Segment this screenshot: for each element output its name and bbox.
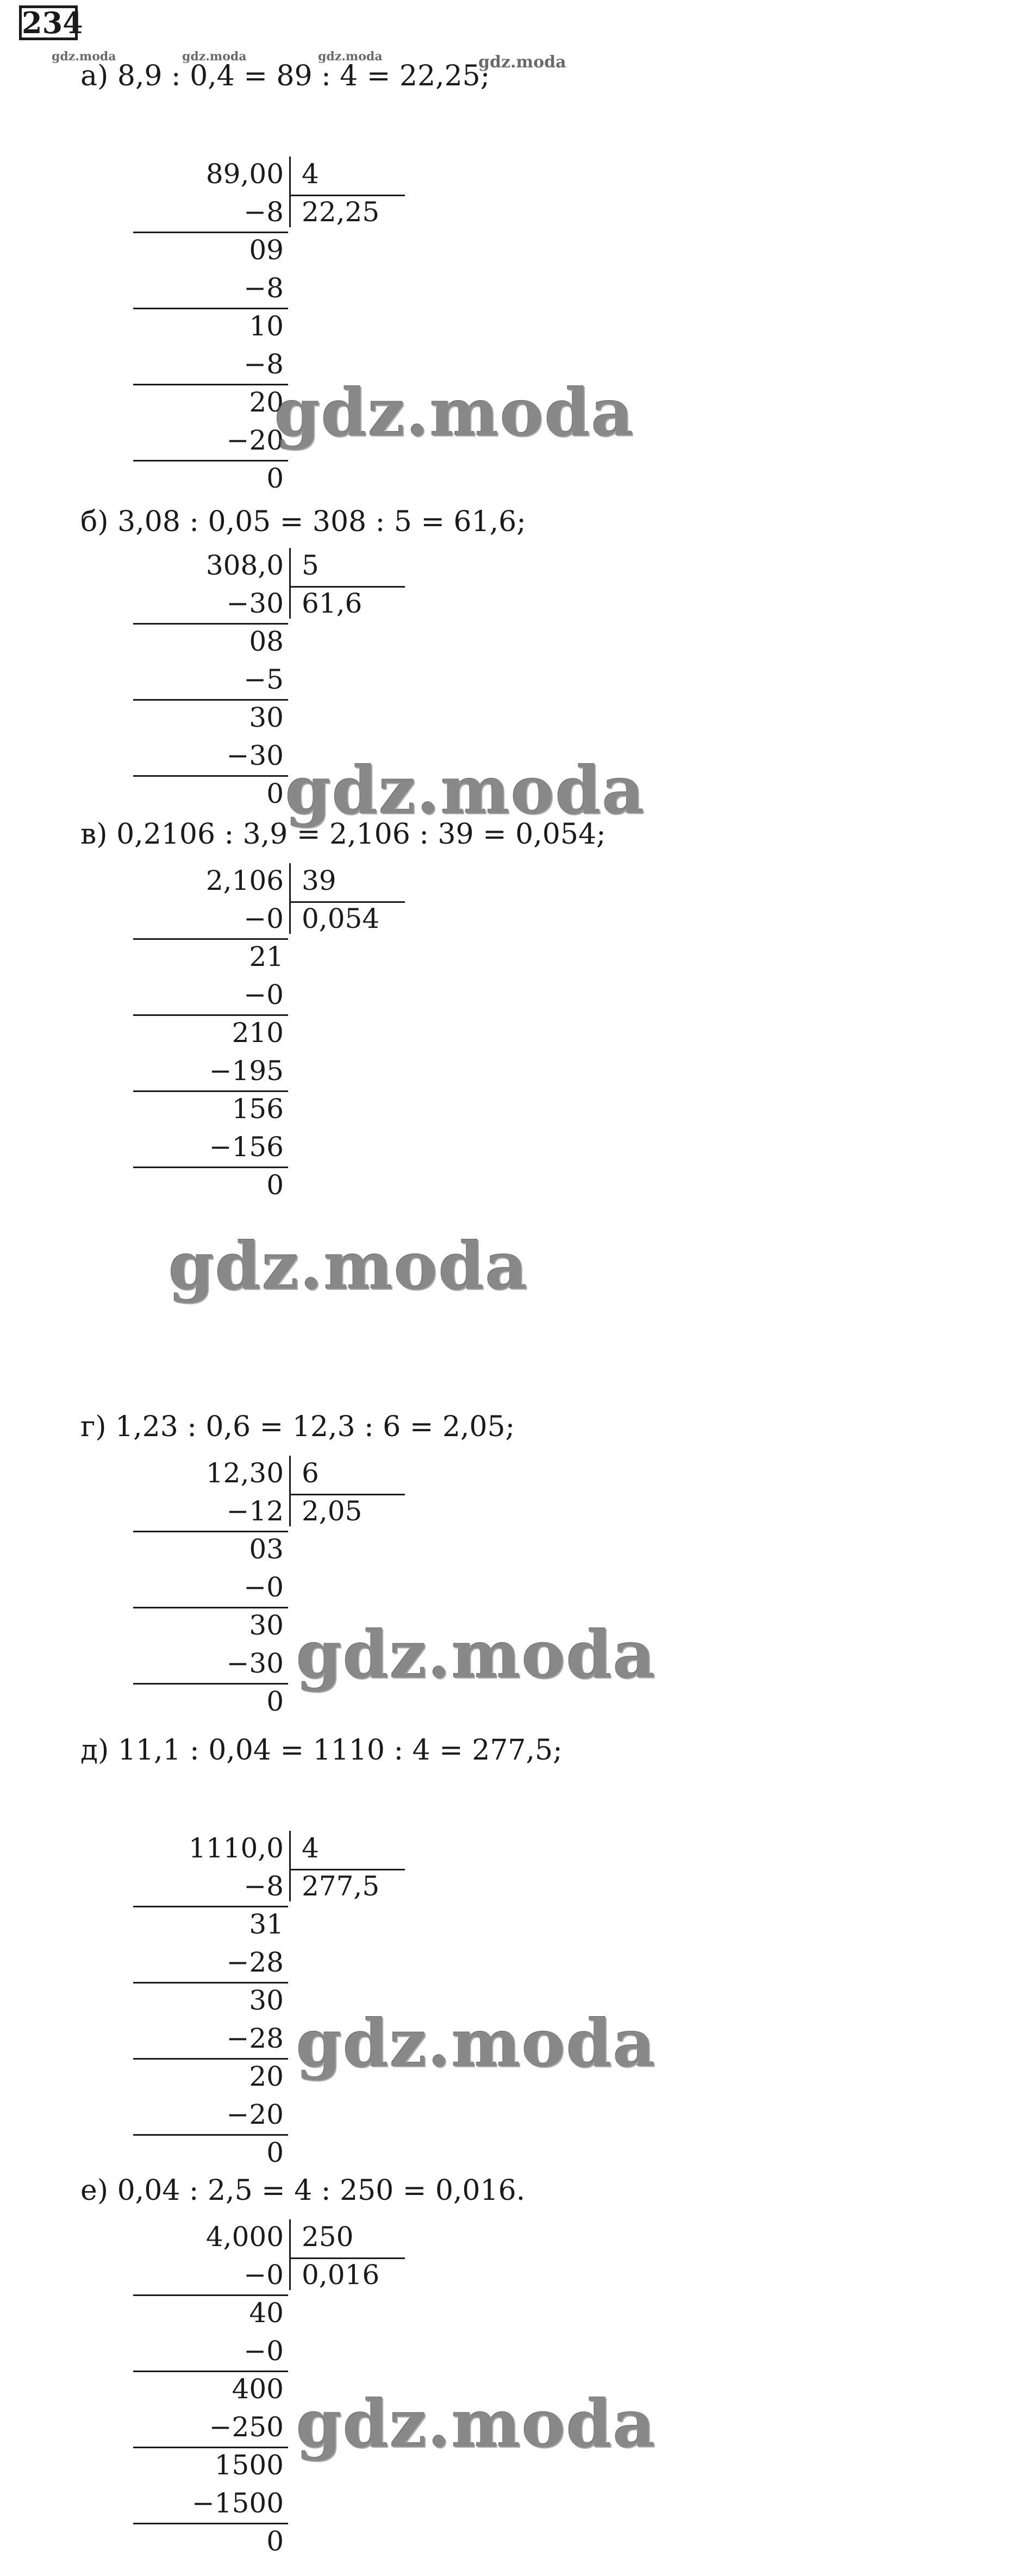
division-bar <box>289 157 291 227</box>
subtraction-underline <box>133 1607 288 1608</box>
subtraction-underline <box>133 1906 288 1907</box>
division-step: 0 <box>266 778 284 809</box>
division-step: −28 <box>226 2023 284 2054</box>
division-step: −30 <box>226 1648 284 1679</box>
quotient: 0,016 <box>302 2259 380 2291</box>
division-step: 210 <box>232 1017 284 1049</box>
problem-line: в) 0,2106 : 3,9 = 2,106 : 39 = 0,054; <box>80 818 606 851</box>
divisor-underline <box>289 1869 405 1870</box>
subtraction-underline <box>133 2447 288 2448</box>
division-step: −0 <box>244 2335 284 2367</box>
division-step: −0 <box>244 979 284 1011</box>
dividend: 89,00 <box>205 158 284 190</box>
problem-line: а) 8,9 : 0,4 = 89 : 4 = 22,25; <box>80 60 490 92</box>
subtraction-underline <box>133 775 288 777</box>
quotient: 277,5 <box>302 1870 380 1902</box>
divisor-underline <box>289 2257 405 2259</box>
division-step: 1500 <box>214 2449 284 2481</box>
divisor-underline <box>289 1494 405 1495</box>
division-step: 0 <box>266 1169 284 1201</box>
division-step: −28 <box>226 1947 284 1978</box>
divisor: 39 <box>302 865 336 896</box>
subtraction-underline <box>133 623 288 625</box>
division-step: 156 <box>232 1093 284 1125</box>
subtraction-underline <box>133 1090 288 1092</box>
problem-line: б) 3,08 : 0,05 = 308 : 5 = 61,6; <box>80 506 526 538</box>
problem-line: г) 1,23 : 0,6 = 12,3 : 6 = 2,05; <box>80 1411 515 1443</box>
watermark-small: gdz.moda <box>478 53 566 72</box>
subtraction-underline <box>133 2058 288 2060</box>
division-step: 08 <box>249 626 284 657</box>
divisor-underline <box>289 901 405 903</box>
divisor: 250 <box>302 2221 354 2253</box>
division-step: −156 <box>209 1131 284 1163</box>
division-step: −30 <box>226 740 284 771</box>
division-step: −8 <box>244 196 284 228</box>
subtraction-underline <box>133 1014 288 1016</box>
subtraction-underline <box>133 384 288 385</box>
subtraction-underline <box>133 1167 288 1168</box>
subtraction-underline <box>133 460 288 461</box>
division-step: −20 <box>226 425 284 456</box>
division-step: −8 <box>244 348 284 380</box>
subtraction-underline <box>133 232 288 233</box>
division-step: 0 <box>266 463 284 494</box>
watermark: gdz.moda <box>296 2005 657 2082</box>
divisor: 5 <box>302 550 319 581</box>
dividend: 4,000 <box>205 2221 284 2253</box>
division-step: 09 <box>249 234 284 266</box>
watermark: gdz.moda <box>296 1617 657 1693</box>
division-step: 21 <box>249 941 284 972</box>
subtraction-underline <box>133 938 288 940</box>
problem-line: е) 0,04 : 2,5 = 4 : 250 = 0,016. <box>80 2174 526 2207</box>
dividend: 1110,0 <box>189 1832 284 1864</box>
watermark-small: gdz.moda <box>52 49 116 64</box>
watermark: gdz.moda <box>168 1228 529 1305</box>
quotient: 61,6 <box>302 588 363 619</box>
division-step: −20 <box>226 2099 284 2130</box>
division-step: 0 <box>266 2525 284 2557</box>
divisor-underline <box>289 586 405 588</box>
division-step: 31 <box>249 1908 284 1940</box>
watermark: gdz.moda <box>285 752 646 829</box>
problem-number: 234 <box>19 5 78 40</box>
division-step: −1500 <box>191 2487 284 2519</box>
dividend: 12,30 <box>205 1457 284 1489</box>
division-step: −0 <box>244 903 284 934</box>
quotient: 22,25 <box>302 196 380 228</box>
divisor: 4 <box>302 158 319 190</box>
dividend: 2,106 <box>205 865 284 896</box>
division-step: −8 <box>244 1870 284 1902</box>
subtraction-underline <box>133 2134 288 2136</box>
division-step: 40 <box>249 2297 284 2329</box>
divisor-underline <box>289 195 405 196</box>
division-step: 20 <box>249 2061 284 2092</box>
watermark-small: gdz.moda <box>318 49 383 64</box>
division-step: 30 <box>249 702 284 733</box>
subtraction-underline <box>133 308 288 309</box>
division-step: 03 <box>249 1533 284 1565</box>
subtraction-underline <box>133 2294 288 2296</box>
division-step: 0 <box>266 2137 284 2168</box>
division-step: −195 <box>209 1055 284 1087</box>
division-step: 10 <box>249 310 284 342</box>
division-step: −8 <box>244 272 284 304</box>
division-step: 20 <box>249 386 284 418</box>
division-bar <box>289 548 291 619</box>
division-step: −0 <box>244 2259 284 2291</box>
division-step: 30 <box>249 1610 284 1641</box>
division-bar <box>289 1456 291 1526</box>
division-step: −250 <box>209 2411 284 2443</box>
watermark-small: gdz.moda <box>182 49 247 64</box>
quotient: 2,05 <box>302 1495 363 1527</box>
division-bar <box>289 863 291 934</box>
division-bar <box>289 2219 291 2290</box>
dividend: 308,0 <box>205 550 284 581</box>
subtraction-underline <box>133 699 288 701</box>
division-step: 30 <box>249 1985 284 2016</box>
subtraction-underline <box>133 1531 288 1532</box>
quotient: 0,054 <box>302 903 380 934</box>
watermark: gdz.moda <box>274 375 635 451</box>
division-step: −0 <box>244 1571 284 1603</box>
division-bar <box>289 1831 291 1901</box>
subtraction-underline <box>133 2371 288 2372</box>
subtraction-underline <box>133 1982 288 1984</box>
division-step: −5 <box>244 664 284 695</box>
watermark: gdz.moda <box>296 2386 657 2462</box>
division-step: 0 <box>266 1686 284 1717</box>
divisor: 4 <box>302 1832 319 1864</box>
division-step: 400 <box>232 2373 284 2405</box>
subtraction-underline <box>133 1683 288 1685</box>
subtraction-underline <box>133 2523 288 2524</box>
problem-line: д) 11,1 : 0,04 = 1110 : 4 = 277,5; <box>80 1734 563 1767</box>
divisor: 6 <box>302 1457 319 1489</box>
division-step: −12 <box>226 1495 284 1527</box>
division-step: −30 <box>226 588 284 619</box>
